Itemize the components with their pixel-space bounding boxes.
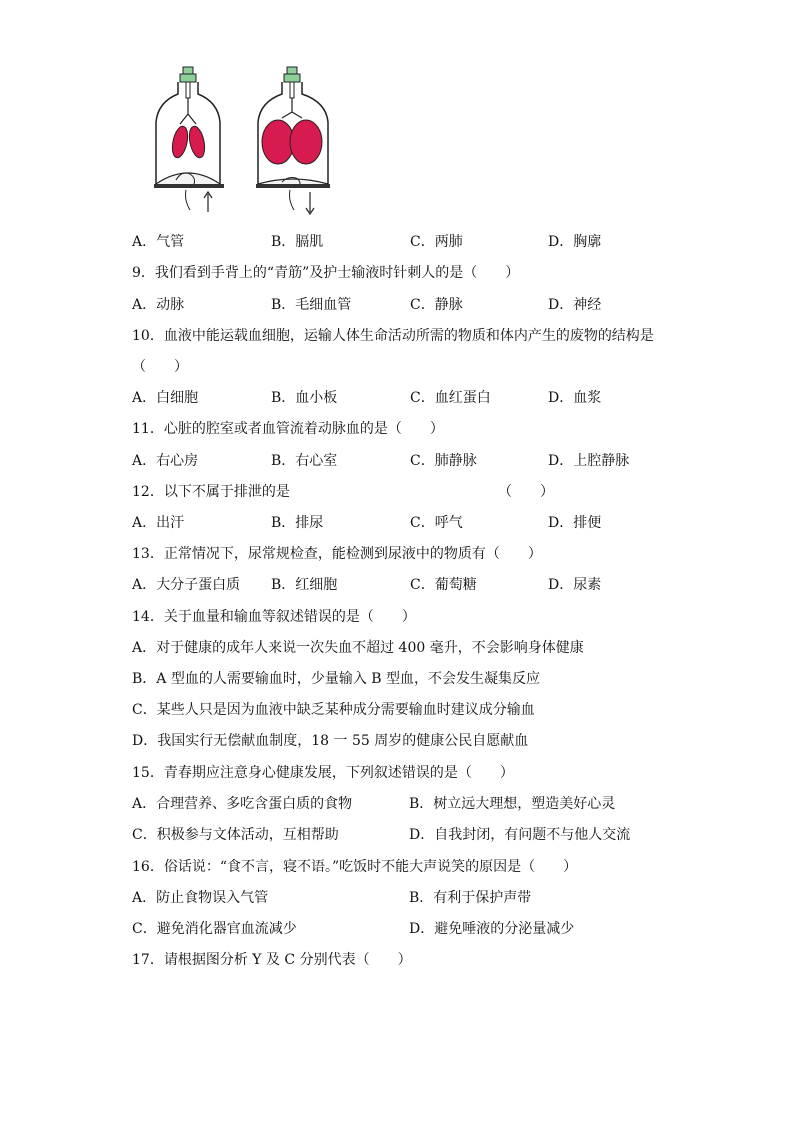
- q16-option-d[interactable]: D．避免唾液的分泌量减少: [409, 921, 575, 937]
- q9-option-b[interactable]: B．毛细血管: [271, 297, 352, 313]
- q16-options-row1: [132, 888, 692, 908]
- q10-option-c[interactable]: C．血红蛋白: [410, 390, 491, 406]
- q9-stem: 9．我们看到手背上的“青筋”及护士输液时针刺人的是（ ）: [132, 265, 520, 281]
- q10-option-a[interactable]: A．白细胞: [132, 390, 199, 406]
- q12-option-a[interactable]: A．出汗: [132, 515, 185, 531]
- q16-option-b[interactable]: B．有利于保护声带: [409, 890, 532, 906]
- q14-option-b[interactable]: B．A 型血的人需要输血时，少量输入 B 型血，不会发生凝集反应: [132, 671, 541, 687]
- q12-option-c[interactable]: C．呼气: [410, 515, 463, 531]
- q12-answer-paren: （ ）: [498, 484, 554, 500]
- q13-option-d[interactable]: D．尿素: [548, 577, 602, 593]
- q13-stem: 13．正常情况下，尿常规检查，能检测到尿液中的物质有（ ）: [132, 546, 542, 562]
- q14-stem: 14．关于血量和输血等叙述错误的是（ ）: [132, 609, 416, 625]
- q16-option-c[interactable]: C．避免消化器官血流减少: [132, 921, 297, 937]
- q11-option-c[interactable]: C．肺静脉: [410, 453, 477, 469]
- q17-stem: 17．请根据图分析 Y 及 C 分别代表（ ）: [132, 952, 412, 968]
- q16-stem: 16．俗话说：“食不言，寝不语。”吃饭时不能大声说笑的原因是（ ）: [132, 859, 578, 875]
- q14-option-c[interactable]: C．某些人只是因为血液中缺乏某种成分需要输血时建议成分输血: [132, 702, 535, 718]
- q11-option-d[interactable]: D．上腔静脉: [548, 453, 630, 469]
- q12-option-b[interactable]: B．排尿: [271, 515, 324, 531]
- q14-option-a[interactable]: A．对于健康的成年人来说一次失血不超过 400 毫升，不会影响身体健康: [132, 640, 584, 656]
- q12-options: [132, 513, 692, 533]
- q10-options: [132, 388, 692, 408]
- q11-stem: 11．心脏的腔室或者血管流着动脉血的是（ ）: [132, 421, 444, 437]
- q10-option-b[interactable]: B．血小板: [271, 390, 338, 406]
- q10-stem: 10．血液中能运载血细胞，运输人体生命活动所需的物质和体内产生的废物的结构是: [132, 328, 654, 344]
- q13-option-b[interactable]: B．红细胞: [271, 577, 338, 593]
- q15-option-c[interactable]: C．积极参与文体活动，互相帮助: [132, 827, 339, 843]
- q16-options-row2: [132, 919, 692, 939]
- q15-options-row2: [132, 825, 692, 845]
- q8-option-b[interactable]: B．膈肌: [271, 234, 324, 250]
- q8-options: [132, 232, 692, 252]
- q16-option-a[interactable]: A．防止食物误入气管: [132, 890, 269, 906]
- q15-option-b[interactable]: B．树立远大理想，塑造美好心灵: [409, 796, 616, 812]
- q15-stem: 15．青春期应注意身心健康发展，下列叙述错误的是（ ）: [132, 765, 514, 781]
- q15-option-a[interactable]: A．合理营养、多吃含蛋白质的食物: [132, 796, 353, 812]
- q13-options: [132, 575, 692, 595]
- q13-option-c[interactable]: C．葡萄糖: [410, 577, 477, 593]
- bell-jar-exhale: [154, 67, 224, 212]
- q11-option-a[interactable]: A．右心房: [132, 453, 199, 469]
- q13-option-a[interactable]: A．大分子蛋白质: [132, 577, 241, 593]
- q9-options: [132, 295, 692, 315]
- q9-option-d[interactable]: D．神经: [548, 297, 602, 313]
- bell-jar-lung-model-figure: [150, 62, 340, 222]
- q8-option-a[interactable]: A．气管: [132, 234, 185, 250]
- q10-stem-paren: （ ）: [132, 359, 188, 375]
- q9-option-c[interactable]: C．静脉: [410, 297, 463, 313]
- q9-option-a[interactable]: A．动脉: [132, 297, 185, 313]
- q12-stem: 12．以下不属于排泄的是: [132, 484, 290, 500]
- q14-option-d[interactable]: D．我国实行无偿献血制度，18 一 55 周岁的健康公民自愿献血: [132, 733, 529, 749]
- q11-option-b[interactable]: B．右心室: [271, 453, 338, 469]
- q11-options: [132, 451, 692, 471]
- q12-option-d[interactable]: D．排便: [548, 515, 602, 531]
- q15-option-d[interactable]: D．自我封闭，有问题不与他人交流: [409, 827, 631, 843]
- q15-options-row1: [132, 794, 692, 814]
- q8-option-d[interactable]: D．胸廓: [548, 234, 602, 250]
- bell-jar-inhale: [256, 67, 330, 214]
- q8-option-c[interactable]: C．两肺: [410, 234, 463, 250]
- q10-option-d[interactable]: D．血浆: [548, 390, 602, 406]
